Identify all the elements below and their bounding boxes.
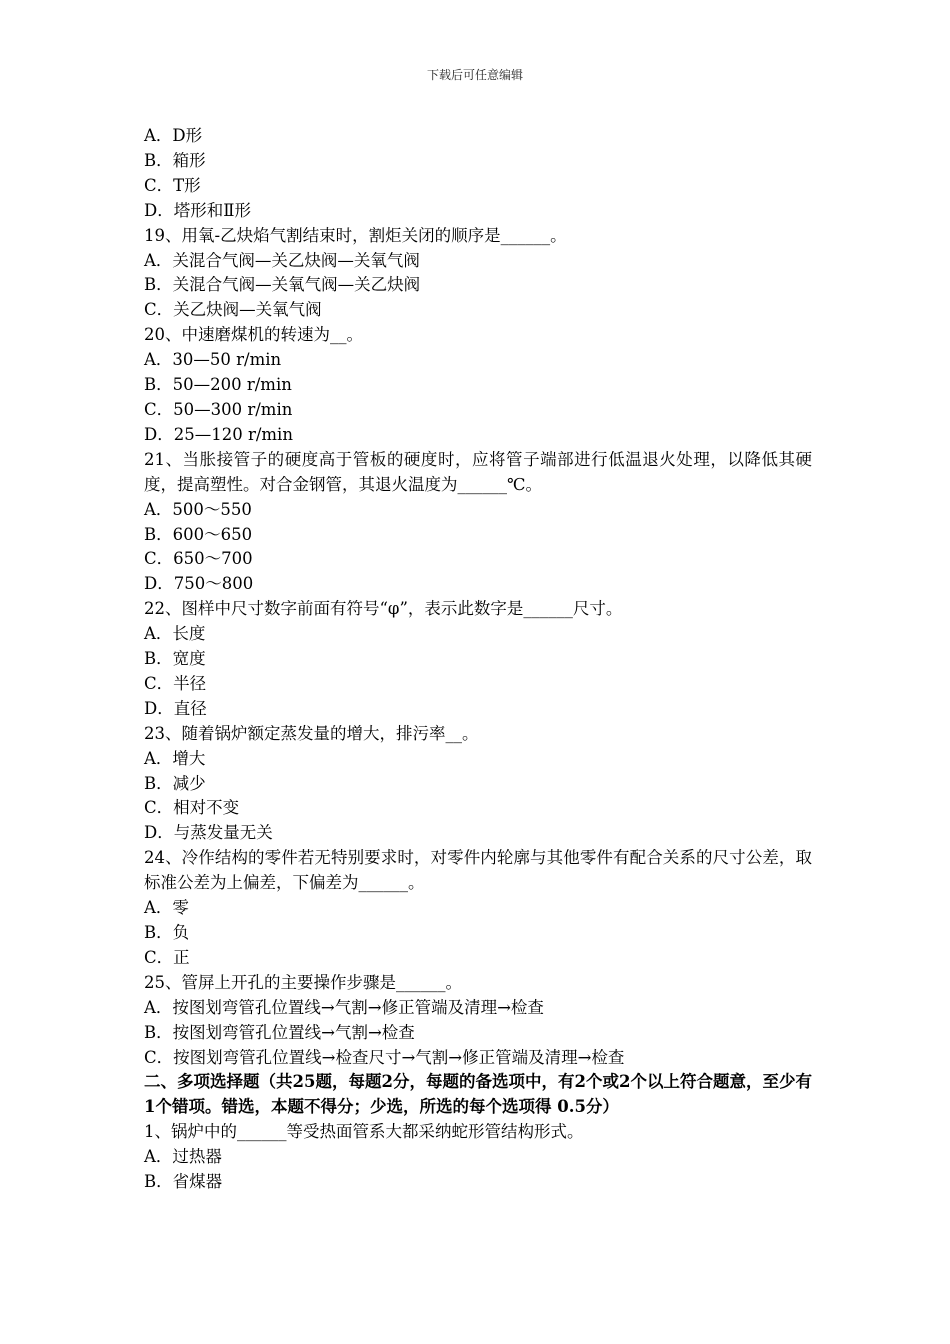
question-paragraph: 21、当胀接管子的硬度高于管板的硬度时，应将管子端部进行低温退火处理，以降低其硬度，提高塑性。对合金钢管，其退火温度为______℃。 <box>144 449 812 494</box>
question-line: 25、管屏上开孔的主要操作步骤是______。 <box>144 972 462 992</box>
answer-option: B．按图划弯管孔位置线→气割→检查 <box>144 1022 415 1042</box>
answer-option: C．50—300 r/min <box>144 399 293 419</box>
answer-option: C．650～700 <box>144 549 253 569</box>
answer-option: A．30—50 r/min <box>144 350 282 370</box>
answer-option: B．省煤器 <box>144 1172 223 1192</box>
answer-option: C．T形 <box>144 175 201 195</box>
answer-option: B．关混合气阀—关氧气阀—关乙炔阀 <box>144 275 421 295</box>
answer-option: D．塔形和Ⅱ形 <box>144 200 251 220</box>
answer-option: C．按图划弯管孔位置线→检查尺寸→气割→修正管端及清理→检查 <box>144 1047 625 1067</box>
answer-option: C．半径 <box>144 673 207 693</box>
answer-option: B．减少 <box>144 773 206 793</box>
page-header: 下载后可任意编辑 <box>426 68 523 82</box>
answer-option: B．宽度 <box>144 649 206 669</box>
answer-option: D．与蒸发量无关 <box>144 823 273 843</box>
answer-option: A．增大 <box>144 748 206 768</box>
answer-option: B．箱形 <box>144 150 206 170</box>
answer-option: A．关混合气阀—关乙炔阀—关氧气阀 <box>144 250 420 270</box>
answer-option: B．50—200 r/min <box>144 375 292 395</box>
question-line: 23、随着锅炉额定蒸发量的增大，排污率__。 <box>144 723 479 743</box>
answer-option: A．长度 <box>144 624 206 644</box>
question-line: 20、中速磨煤机的转速为__。 <box>144 325 363 345</box>
question-paragraph: 24、冷作结构的零件若无特别要求时，对零件内轮廓与其他零件有配合关系的尺寸公差，取标准公差为上偏差，下偏差为______。 <box>144 848 812 893</box>
answer-option: C．正 <box>144 947 190 967</box>
question-line: 19、用氧-乙炔焰气割结束时，割炬关闭的顺序是______。 <box>144 225 567 245</box>
answer-option: A．500～550 <box>144 499 252 519</box>
question-line: 1、锅炉中的______等受热面管系大都采纳蛇形管结构形式。 <box>144 1122 584 1142</box>
section-heading: 二、多项选择题（共25题，每题2分，每题的备选项中，有2个或2个以上符合题意，至少有1个错项。错选，本题不得分；少选，所选的每个选项得 0.5分） <box>144 1072 812 1117</box>
answer-option: A．按图划弯管孔位置线→气割→修正管端及清理→检查 <box>144 997 544 1017</box>
question-line: 22、图样中尺寸数字前面有符号“φ”，表示此数字是______尺寸。 <box>144 599 623 619</box>
answer-option: B．600～650 <box>144 524 253 544</box>
answer-option: C．关乙炔阀—关氧气阀 <box>144 300 322 320</box>
answer-option: D．750～800 <box>144 574 254 594</box>
answer-option: A．D形 <box>144 126 203 145</box>
document-body <box>144 124 812 1195</box>
answer-option: A．零 <box>144 898 189 918</box>
answer-option: B．负 <box>144 923 190 942</box>
answer-option: C．相对不变 <box>144 798 240 818</box>
answer-option: D．直径 <box>144 698 207 718</box>
answer-option: A．过热器 <box>144 1147 222 1167</box>
answer-option: D．25—120 r/min <box>144 424 293 444</box>
